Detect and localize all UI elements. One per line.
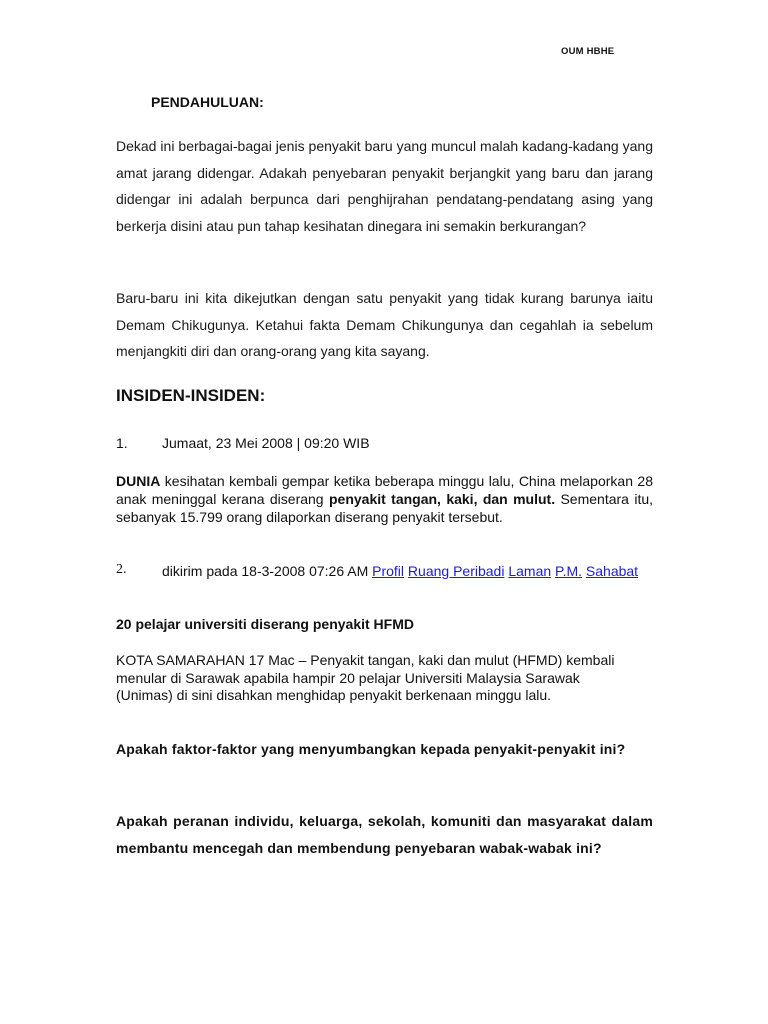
news-body: KOTA SAMARAHAN 17 Mac – Penyakit tangan, kaki dan mulut (HFMD) kembali menular di Sarawak apabila hampir 20 pelajar Universiti Malaysia Sarawak (Unimas) di sini disahkan menghidap penyakit berkenaan minggu lalu. (116, 652, 615, 703)
incident-1-text-2: Sementara itu, sebanyak 15.799 orang dilaporkan diserang penyakit tersebut. (116, 491, 654, 525)
intro-heading: PENDAHULUAN: (151, 94, 264, 110)
incident-2-number: 2. (116, 562, 127, 577)
incident-1-bold: penyakit tangan, kaki, dan mulut. (328, 491, 556, 507)
personal-space-link[interactable]: Ruang Peribadi (407, 563, 505, 579)
incident-1-date: Jumaat, 23 Mei 2008 | 09:20 WIB (162, 435, 370, 451)
news-headline: 20 pelajar universiti diserang penyakit HFMD (116, 616, 414, 632)
question-1: Apakah faktor-faktor yang menyumbangkan kepada penyakit-penyakit ini? (116, 741, 626, 757)
incident-1-lead: DUNIA (116, 473, 161, 489)
friend-link[interactable]: Sahabat (585, 563, 639, 579)
incidents-heading: INSIDEN-INSIDEN: (116, 386, 266, 405)
incident-1-number: 1. (116, 435, 128, 451)
question-2: Apakah peranan individu, keluarga, sekolah, komuniti dan masyarakat dalam membantu mencegah dan membendung penyebaran wabak-wabak ini? (116, 813, 653, 856)
intro-paragraph-1: Dekad ini berbagai-bagai jenis penyakit baru yang muncul malah kadang-kadang yang amat jarang didengar. Adakah penyebaran penyakit berjangkit yang baru dan jarang didengar ini adalah berpunca dari penghijrahan pendatang-pendatang asing yang berkerja disini atau pun tahap kesihatan dinegara ini semakin berkurangan? (116, 138, 653, 234)
incident-2-posted: dikirim pada 18-3-2008 07:26 AM (162, 563, 369, 579)
incident-2-meta (162, 562, 653, 580)
intro-paragraph-2: Baru-baru ini kita dikejutkan dengan satu penyakit yang tidak kurang barunya iaitu Demam Chikugunya. Ketahui fakta Demam Chikungunya dan cegahlah ia sebelum menjangkiti diri dan orang-orang yang kita sayang. (116, 290, 653, 359)
incident-1-report (116, 472, 653, 526)
header-code: OUM HBHE (561, 46, 615, 57)
private-message-link[interactable]: P.M. (555, 563, 583, 579)
incident-1-text-1: kesihatan kembali gempar ketika beberapa minggu lalu, China melaporkan 28 anak meninggal kerana diserang (116, 473, 653, 507)
profile-link[interactable]: Profil (372, 563, 405, 579)
home-link[interactable]: Laman (508, 563, 552, 579)
